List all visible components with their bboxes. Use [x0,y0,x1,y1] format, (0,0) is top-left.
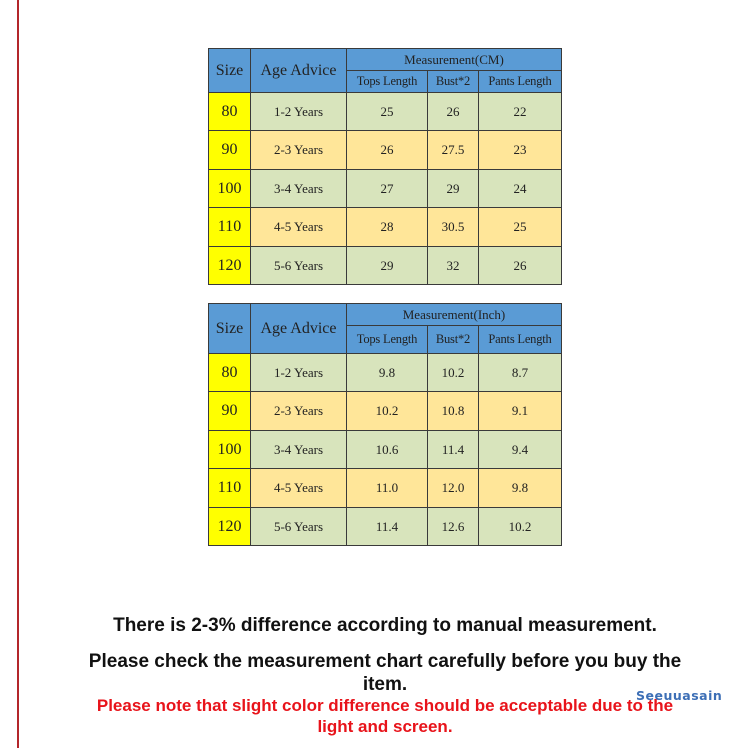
color-note: Please note that slight color difference should be acceptable due to the light and screen. [96,696,674,736]
cell-tops-length: 10.2 [347,392,428,431]
cell-bust: 12.6 [428,508,479,546]
cell-pants-length: 9.4 [479,431,562,469]
cell-tops-length: 11.0 [347,469,428,508]
header-bust: Bust*2 [428,71,479,93]
header-tops-length: Tops Length [347,71,428,93]
table-row [209,469,562,508]
cell-pants-length: 22 [479,93,562,131]
cell-tops-length: 11.4 [347,508,428,546]
cell-size: 120 [209,508,251,546]
cell-bust: 10.2 [428,354,479,392]
header-measurement: Measurement(Inch) [347,304,562,326]
cell-pants-length: 25 [479,208,562,247]
cell-bust: 29 [428,170,479,208]
cell-age: 1-2 Years [251,93,347,131]
measurement-notes [60,614,710,637]
cell-bust: 12.0 [428,469,479,508]
cell-size: 90 [209,131,251,170]
cell-pants-length: 8.7 [479,354,562,392]
cell-bust: 32 [428,247,479,285]
cell-pants-length: 24 [479,170,562,208]
cell-tops-length: 26 [347,131,428,170]
table-row [209,354,562,392]
watermark-logo: Seeuuasain [636,688,723,703]
table-row [209,208,562,247]
header-pants-length: Pants Length [479,71,562,93]
header-size: Size [209,304,251,354]
cell-pants-length: 9.1 [479,392,562,431]
cell-size: 120 [209,247,251,285]
cell-size: 100 [209,431,251,469]
cell-age: 1-2 Years [251,354,347,392]
cell-tops-length: 10.6 [347,431,428,469]
cell-pants-length: 10.2 [479,508,562,546]
color-notes [90,695,680,737]
check-note: Please check the measurement chart carefully before you buy the item. [88,651,682,695]
cell-tops-length: 25 [347,93,428,131]
cell-tops-length: 9.8 [347,354,428,392]
cell-age: 4-5 Years [251,469,347,508]
cell-age: 2-3 Years [251,131,347,170]
cell-age: 5-6 Years [251,247,347,285]
cell-age: 2-3 Years [251,392,347,431]
table-row [209,392,562,431]
size-chart-inch [208,303,562,546]
table-header-row [209,49,562,71]
cell-pants-length: 26 [479,247,562,285]
cell-tops-length: 28 [347,208,428,247]
difference-note: There is 2-3% difference according to manual measurement. [113,615,657,636]
table-row [209,247,562,285]
cell-age: 4-5 Years [251,208,347,247]
cell-bust: 30.5 [428,208,479,247]
cell-age: 5-6 Years [251,508,347,546]
cell-bust: 26 [428,93,479,131]
cell-tops-length: 29 [347,247,428,285]
cell-bust: 27.5 [428,131,479,170]
check-notes [88,650,682,696]
cell-size: 100 [209,170,251,208]
left-border-line [17,0,19,748]
table-row [209,131,562,170]
table-row [209,508,562,546]
header-age-advice: Age Advice [251,304,347,354]
cell-pants-length: 23 [479,131,562,170]
table-row [209,170,562,208]
header-tops-length: Tops Length [347,326,428,354]
header-pants-length: Pants Length [479,326,562,354]
cell-age: 3-4 Years [251,170,347,208]
cell-size: 110 [209,469,251,508]
header-size: Size [209,49,251,93]
cell-size: 80 [209,354,251,392]
cell-pants-length: 9.8 [479,469,562,508]
cell-bust: 11.4 [428,431,479,469]
size-chart-cm [208,48,562,285]
cell-age: 3-4 Years [251,431,347,469]
header-bust: Bust*2 [428,326,479,354]
cell-size: 80 [209,93,251,131]
table-row [209,93,562,131]
cell-bust: 10.8 [428,392,479,431]
cell-tops-length: 27 [347,170,428,208]
cell-size: 110 [209,208,251,247]
header-age-advice: Age Advice [251,49,347,93]
header-measurement: Measurement(CM) [347,49,562,71]
table-header-row [209,304,562,326]
table-row [209,431,562,469]
cell-size: 90 [209,392,251,431]
